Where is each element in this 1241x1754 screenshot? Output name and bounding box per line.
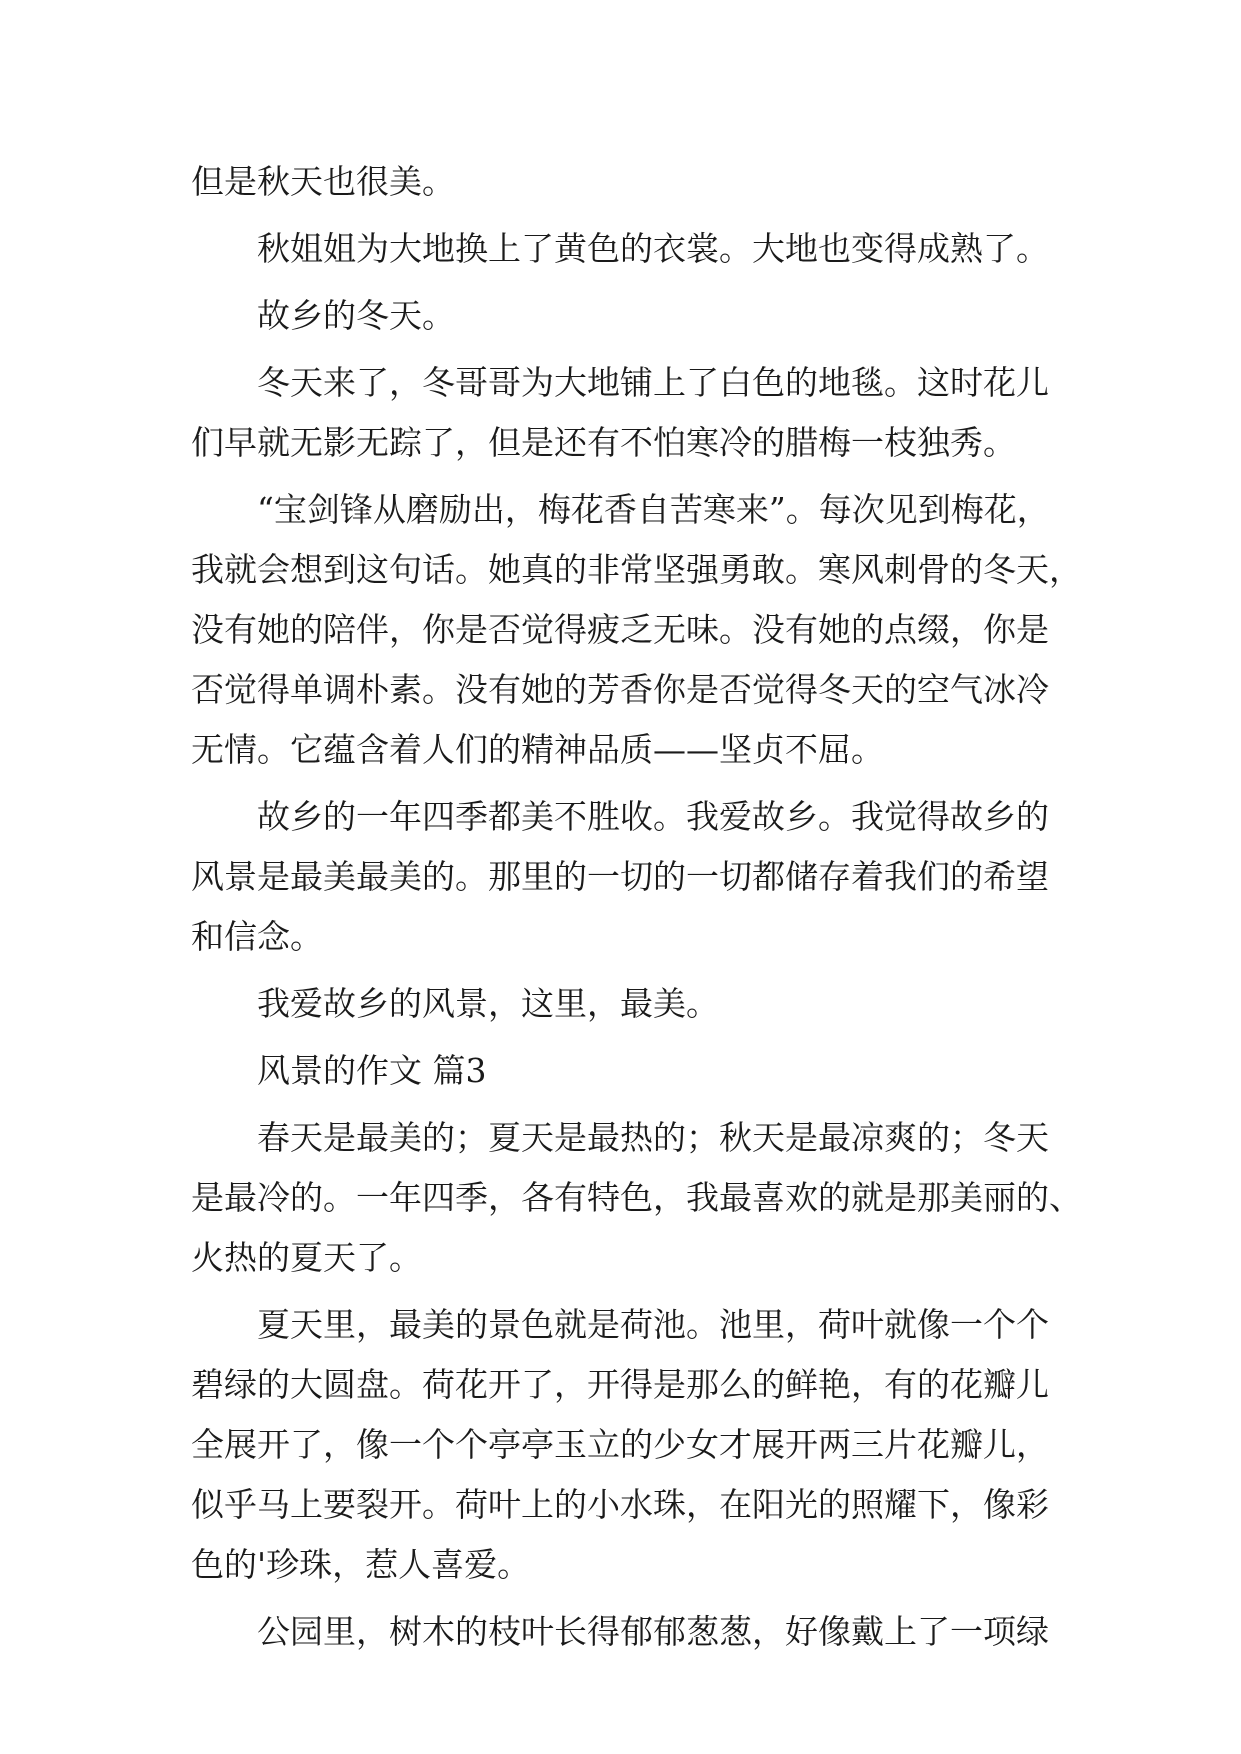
- paragraph-start: 夏天里，最美的景色就是荷池。池里，荷叶就像一个个: [257, 1305, 1049, 1344]
- paragraph-start: 冬天来了，冬哥哥为大地铺上了白色的地毯。这时花儿: [257, 363, 1049, 402]
- paragraph-start: 故乡的一年四季都美不胜收。我爱故乡。我觉得故乡的: [257, 797, 1049, 836]
- text-line: 火热的夏天了。: [191, 1238, 422, 1277]
- text-line: 风景是最美最美的。那里的一切的一切都储存着我们的希望: [191, 857, 1049, 896]
- document-body: [191, 152, 1082, 1662]
- text-line: 但是秋天也很美。: [191, 162, 455, 201]
- section-heading: 风景的作文 篇3: [257, 1051, 487, 1090]
- paragraph-start: 公园里，树木的枝叶长得郁郁葱葱，好像戴上了一项绿: [257, 1612, 1049, 1651]
- text-line: 和信念。: [191, 917, 323, 956]
- paragraph-start: 秋姐姐为大地换上了黄色的衣裳。大地也变得成熟了。: [257, 229, 1049, 268]
- text-line: 色的'珍珠，惹人喜爱。: [191, 1545, 531, 1584]
- text-line: 们早就无影无踪了，但是还有不怕寒冷的腊梅一枝独秀。: [191, 423, 1016, 462]
- paragraph-heading: 故乡的冬天。: [257, 296, 455, 335]
- text-line: 没有她的陪伴，你是否觉得疲乏无味。没有她的点缀，你是: [191, 610, 1049, 649]
- text-line: 是最冷的。一年四季，各有特色，我最喜欢的就是那美丽的、: [191, 1178, 1082, 1217]
- text-line: 似乎马上要裂开。荷叶上的小水珠，在阳光的照耀下，像彩: [191, 1485, 1049, 1524]
- text-line: 无情。它蕴含着人们的精神品质——坚贞不屈。: [191, 730, 884, 769]
- paragraph-start: “宝剑锋从磨励出，梅花香自苦寒来”。每次见到梅花，: [257, 490, 1050, 529]
- text-line: 否觉得单调朴素。没有她的芳香你是否觉得冬天的空气冰冷: [191, 670, 1049, 709]
- paragraph-start: 春天是最美的；夏天是最热的；秋天是最凉爽的；冬天: [257, 1118, 1049, 1157]
- paragraph-start: 我爱故乡的风景，这里，最美。: [257, 984, 719, 1023]
- text-line: 我就会想到这句话。她真的非常坚强勇敢。寒风刺骨的冬天，: [191, 550, 1082, 589]
- text-line: 全展开了，像一个个亭亭玉立的少女才展开两三片花瓣儿，: [191, 1425, 1049, 1464]
- text-line: 碧绿的大圆盘。荷花开了，开得是那么的鲜艳，有的花瓣儿: [191, 1365, 1049, 1404]
